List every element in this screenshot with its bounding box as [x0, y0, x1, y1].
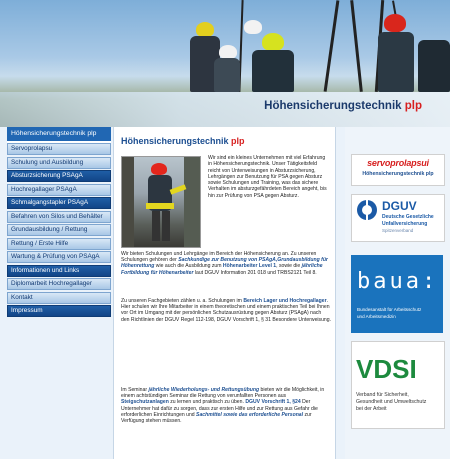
dguv-line1: Deutsche Gesetzliche — [382, 214, 434, 220]
vdsi-line1: Verband für Sicherheit, — [356, 392, 409, 398]
paragraph-warehouse: Zu unseren Fachgebieten zählen u. a. Schulungen im Bereich Lager und Hochregallager. Hier schulen wir Ihre Mitarbeiter in einem theoretischen und einem praktischen Teil bei Ihnen vor Ort im Umgang mit der persönlichen Schutzausrüstung gegen Absturz (PSAgA) nach den Richtlinien der DGUV Regel 112-198, DGUV Vorschrift 1, § 31 Besondere Unterweisung. — [121, 298, 331, 323]
nav-item[interactable]: Diplomarbeit Hochregallager — [7, 278, 111, 290]
baua-line1: Bundesanstalt für Arbeitsschutz — [357, 307, 422, 312]
climber-photo — [121, 156, 201, 248]
site-title: Höhensicherungstechnik plp — [264, 100, 422, 112]
vdsi-line3: bei der Arbeit — [356, 406, 387, 412]
nav-item[interactable]: Befahren von Silos und Behälter — [7, 211, 111, 223]
vdsi-logo[interactable] — [351, 341, 445, 429]
dguv-logo[interactable] — [351, 194, 445, 242]
nav-item[interactable]: Grundausbildung / Rettung — [7, 224, 111, 236]
nav-item[interactable]: Schmalgangstapler PSAgA — [7, 197, 111, 209]
intro-text: Wir sind ein kleines Unternehmen mit viel Erfahrung in Höhensicherungstechnik. Unser Tätigkeitsfeld reicht von Unterweisungen in Absturzsicherung, Lehrgängen zur Benutzung für PSA gegen Absturz sowie Schulungen und Training, was das sichere Verhalten im absturzgefährdeten Bereich angeht, bis hin zur Prüfung von PSA gegen Absturz. — [208, 155, 327, 199]
baua-line2: und Arbeitsmedizin — [357, 314, 396, 319]
dguv-emblem-icon — [356, 199, 378, 221]
dguv-line3: Spitzenverband — [382, 228, 414, 233]
page-title: Höhensicherungstechnik plp — [121, 136, 245, 146]
header-banner — [0, 0, 450, 127]
nav-item[interactable]: Absturzsicherung PSAgA — [7, 170, 111, 182]
dguv-line2: Unfallversicherung — [382, 221, 428, 227]
nav-item[interactable]: Servoprolapsu — [7, 143, 111, 155]
nav-item[interactable]: Hochregallager PSAgA — [7, 184, 111, 196]
nav-heading[interactable]: Höhensicherungstechnik plp — [7, 127, 111, 143]
paragraph-training: Wir bieten Schulungen und Lehrgänge im Bereich der Höhensicherung an. Zu unseren Schulungen gehören der Sachkundige zur Benutzung von PSAgA,Grundausbildung für Höhenrettung wie auch die Ausbildung zum Höhenarbeiter Level 1, sowie die jährliche Fortbildung für Höhenarbeiter laut DGUV Information 201 018 und TRBS2121 Teil 8. — [121, 251, 328, 276]
nav-list — [7, 143, 111, 317]
nav-item[interactable]: Schulung und Ausbildung — [7, 157, 111, 169]
paragraph-rescue: Im Seminar jährliche Wiederholungs- und Rettungsübung bieten wir die Möglichkeit, in einem achtstündigen Seminar die Rettung von verunfallten Personen aus Steigschutzanlagen zu lernen und praktisch zu üben. DGUV Vorschrift 1, §24 Der Unternehmer hat dafür zu sorgen, dass zur ersten Hilfe und zur Rettung aus Gefahr die erforderlichen Einrichtungen und Sachmittel sowie das erforderliche Personal zur Verfügung stehen müssen. — [121, 387, 325, 425]
nav-item[interactable]: Kontakt — [7, 292, 111, 304]
vdsi-name: VDSI — [356, 354, 417, 384]
baua-name: baua: — [357, 269, 439, 294]
main-content — [113, 127, 336, 459]
nav-item[interactable]: Impressum — [7, 305, 111, 317]
sidebar-navigation — [7, 127, 111, 319]
dguv-name: DGUV — [382, 199, 417, 213]
servoprolapsui-logo[interactable]: servoprolapsui Höhensicherungstechnik plp — [351, 154, 445, 186]
baua-logo[interactable] — [351, 255, 443, 333]
nav-item[interactable]: Wartung & Prüfung von PSAgA — [7, 251, 111, 263]
partner-logos — [345, 127, 450, 459]
nav-item[interactable]: Rettung / Erste Hilfe — [7, 238, 111, 250]
nav-item[interactable]: Informationen und Links — [7, 265, 111, 277]
vdsi-line2: Gesundheit und Umweltschutz — [356, 399, 427, 405]
